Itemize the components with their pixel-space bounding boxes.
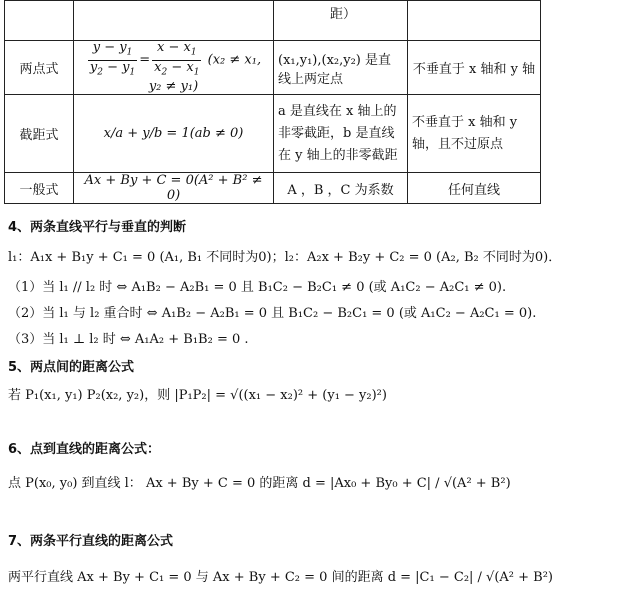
condition-coincident: （2）当 l₁ 与 l₂ 重合时 ⇔ A₁B₂ − A₂B₁ = 0 且 B₁C₂ − B₂C₁ = 0 (或 A₁C₂ − A₂C₁ = 0). xyxy=(8,306,537,321)
form-name: 截距式 xyxy=(5,95,74,173)
condition-parallel: （1）当 l₁ // l₂ 时 ⇔ A₁B₂ − A₂B₁ = 0 且 B₁C₂ − B₂C₁ ≠ 0 (或 A₁C₂ − A₂C₁ ≠ 0). xyxy=(8,280,507,295)
table-cell xyxy=(74,1,274,41)
formula: x/a + y/b = 1(ab ≠ 0) xyxy=(74,95,274,173)
scope: 不垂直于 x 轴和 y 轴，且不过原点 xyxy=(408,95,541,173)
description: a 是直线在 x 轴上的非零截距，b 是直线在 y 轴上的非零截距 xyxy=(274,95,408,173)
table-cell xyxy=(5,1,74,41)
formula: $\frac{y - y_1}{y_2 - y_1}$ = $\frac{x - x_1}{x_2 - x_1}$ (x₂ ≠ x₁, y₂ ≠ y₁) xyxy=(74,41,274,95)
condition-perpendicular: （3）当 l₁ ⊥ l₂ 时 ⇔ A₁A₂ + B₁B₂ = 0 . xyxy=(8,332,249,347)
table-cell: 距） xyxy=(274,1,408,41)
line-equation-table xyxy=(4,0,541,204)
table-row xyxy=(5,95,541,173)
point-line-distance: 点 P(x₀, y₀) 到直线 l： Ax + By + C = 0 的距离 d = |Ax₀ + By₀ + C| / √(A² + B²) xyxy=(8,476,511,491)
parallel-lines-distance: 两平行直线 Ax + By + C₁ = 0 与 Ax + By + C₂ = 0 间的距离 d = |C₁ − C₂| / √(A² + B²) xyxy=(8,570,554,585)
form-name: 两点式 xyxy=(5,41,74,95)
table-row xyxy=(5,41,541,95)
section-title: 6、点到直线的距离公式： xyxy=(8,442,161,457)
section-title: 4、两条直线平行与垂直的判断 xyxy=(8,220,187,235)
distance-formula: 若 P₁(x₁, y₁) P₂(x₂, y₂)，则 |P₁P₂| = √((x₁ − x₂)² + (y₁ − y₂)²) xyxy=(8,388,387,403)
table-row xyxy=(5,173,541,204)
scope: 任何直线 xyxy=(408,173,541,204)
description: (x₁,y₁),(x₂,y₂) 是直线上两定点 xyxy=(274,41,408,95)
line-definition: l₁：A₁x + B₁y + C₁ = 0 (A₁, B₁ 不同时为0)；l₂：A₂x + B₂y + C₂ = 0 (A₂, B₂ 不同时为0)． xyxy=(8,250,562,265)
section-title: 5、两点间的距离公式 xyxy=(8,360,135,375)
form-name: 一般式 xyxy=(5,173,74,204)
section-title: 7、两条平行直线的距离公式 xyxy=(8,534,174,549)
description: A ，B ，C 为系数 xyxy=(274,173,408,204)
table-row xyxy=(5,1,541,41)
scope: 不垂直于 x 轴和 y 轴 xyxy=(408,41,541,95)
formula: Ax + By + C = 0(A² + B² ≠ 0) xyxy=(74,173,274,204)
table-cell xyxy=(408,1,541,41)
